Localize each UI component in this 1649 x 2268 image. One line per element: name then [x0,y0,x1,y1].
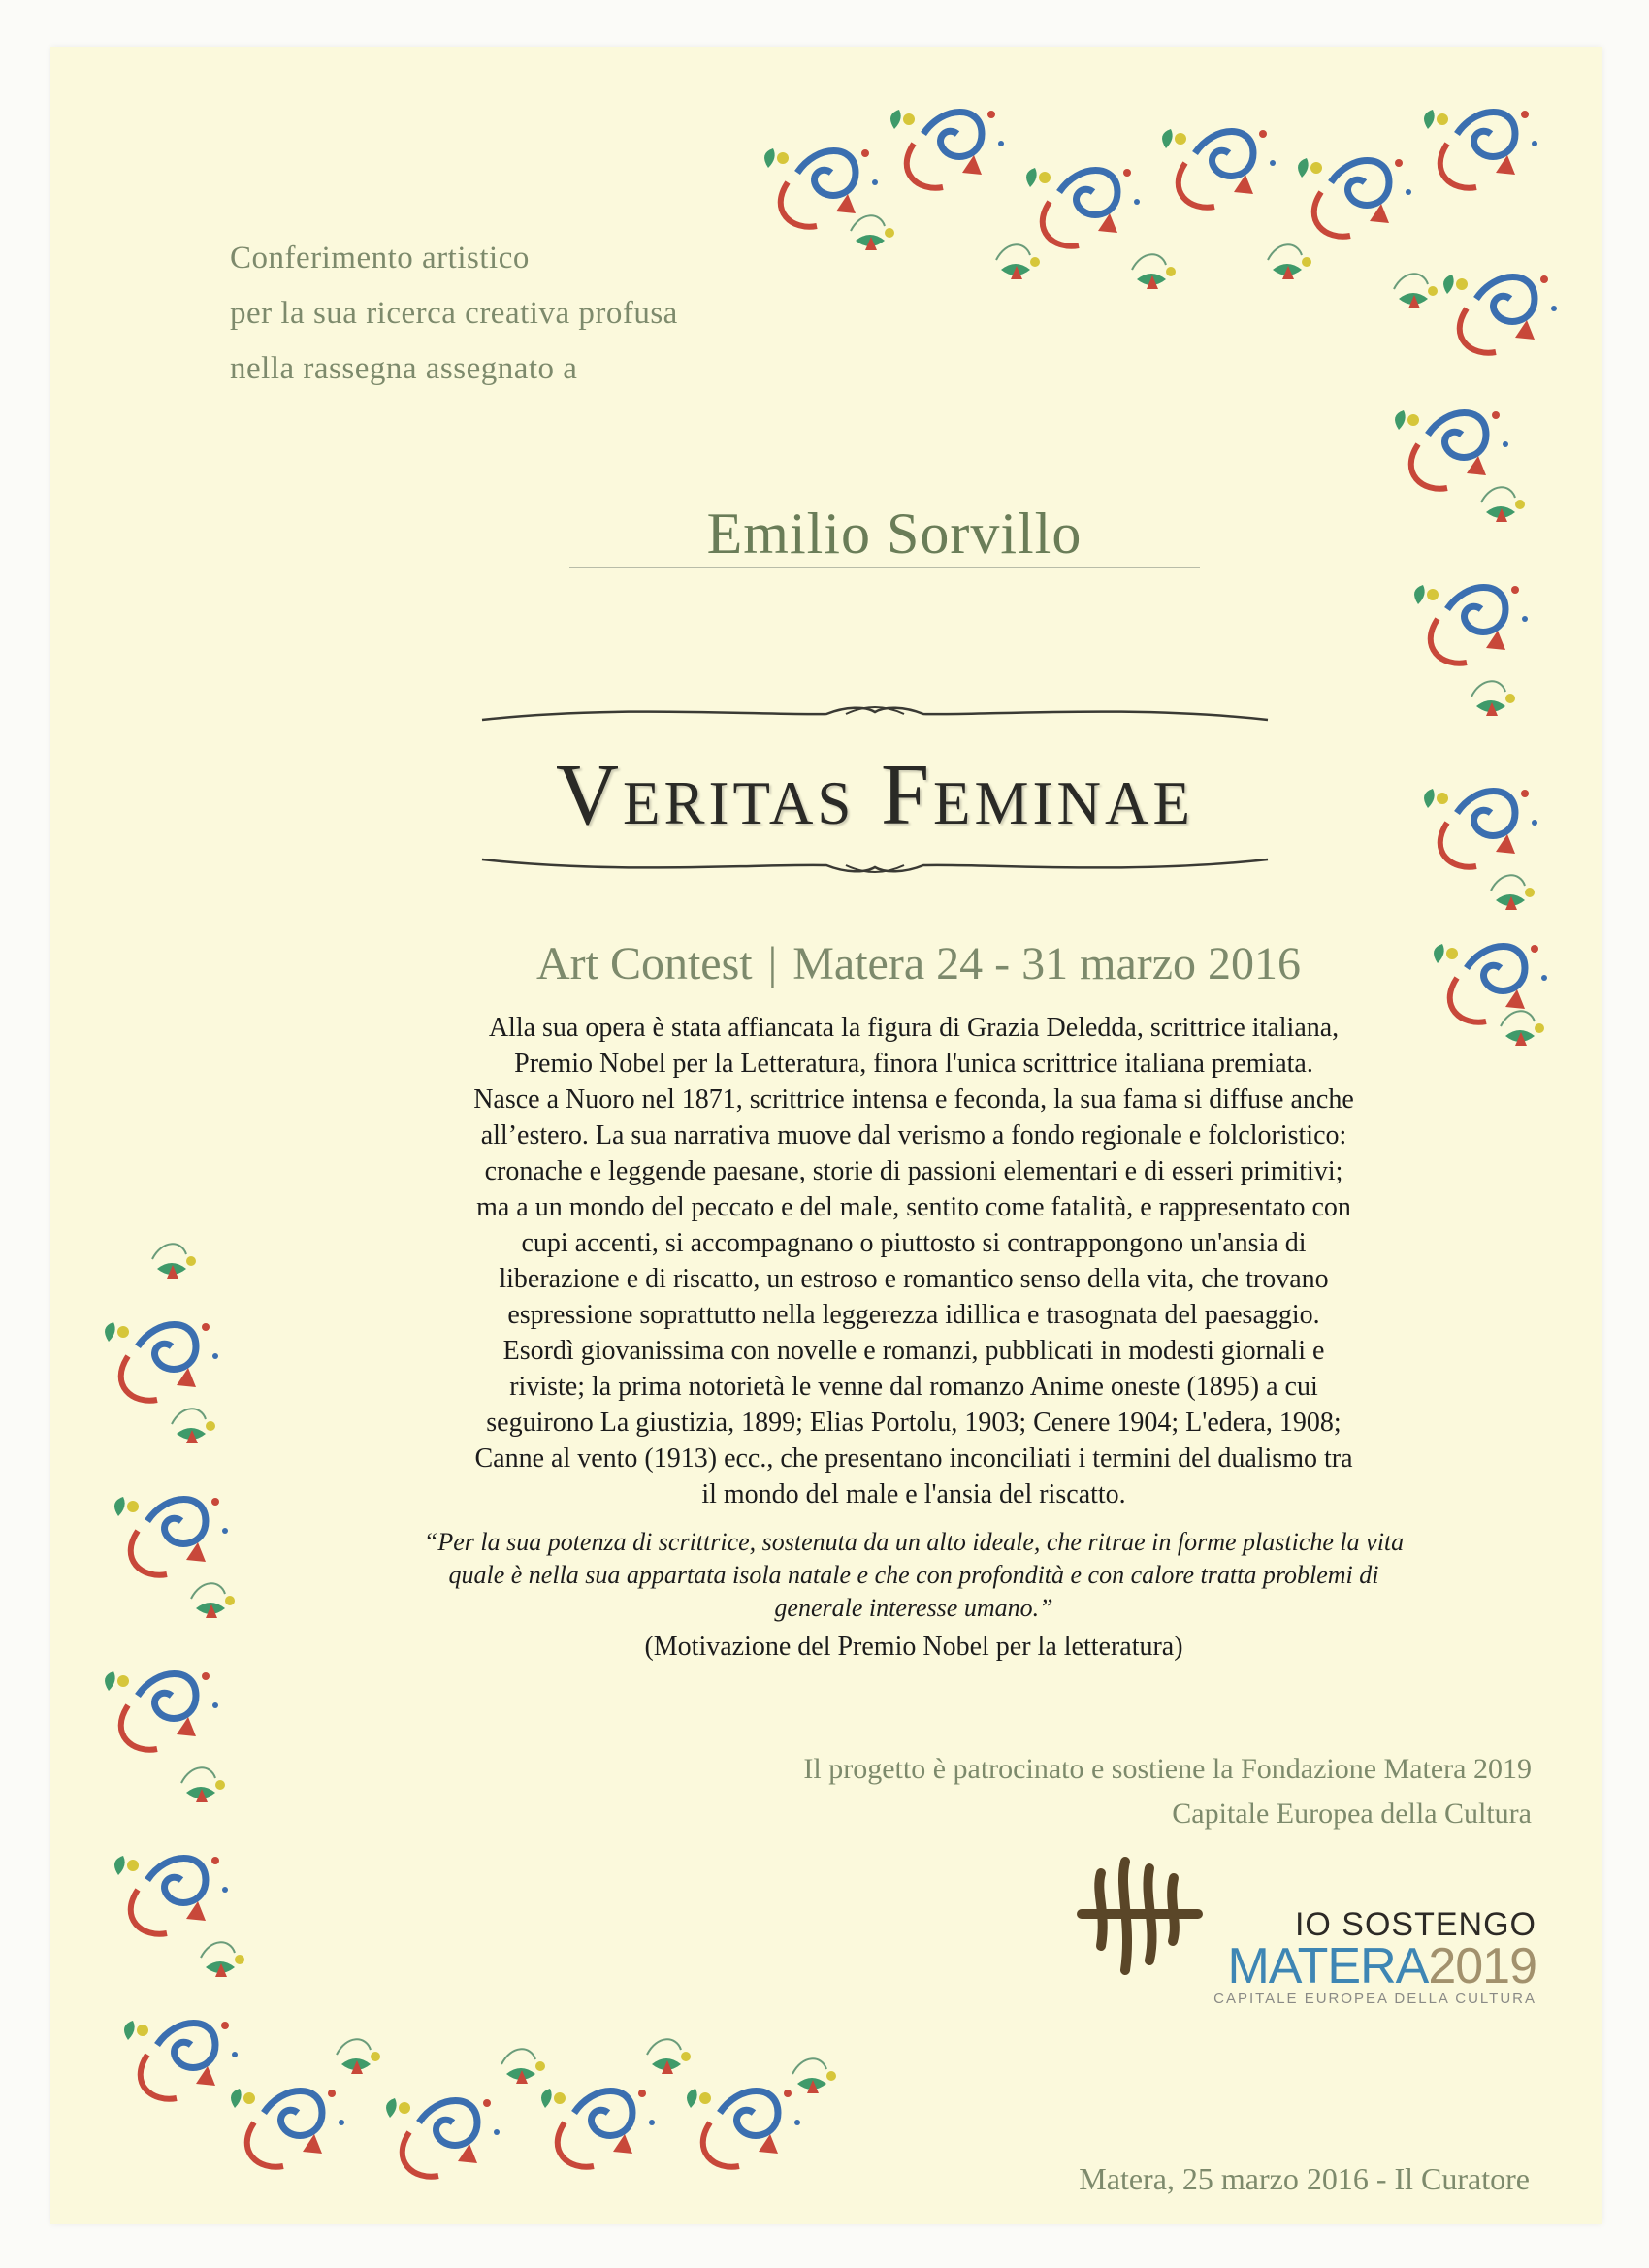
nobel-quote [341,1526,1486,1625]
title-flourish-bottom [477,850,1273,879]
title-flourish-top [477,702,1273,731]
body-line: Alla sua opera è stata affiancata la figura di Grazia Deledda, scrittrice italiana, [488,1013,1340,1043]
subtitle-contest: Art Contest [535,938,753,989]
quote-line: quale è nella sua appartata isola natale e che con profondità e con calore tratta problemi di [448,1561,1379,1589]
body-line: all’estero. La sua narrativa muove dal verismo a fondo regionale e folcloristico: [480,1120,1347,1150]
certificate-sheet [50,47,1602,2224]
patronage-text [803,1747,1532,1836]
intro-text [230,231,678,397]
event-subtitle [434,937,1404,990]
body-line: cupi accenti, si accompagnano o piuttosto si contrappongono un'ansia di [521,1228,1307,1258]
matera-2019-logo [1207,1907,1536,2008]
patronage-line: Il progetto è patrocinato e sostiene la Fondazione Matera 2019 [803,1753,1532,1785]
subtitle-separator: | [767,938,778,989]
quote-line: “Per la sua potenza di scrittrice, sostenuta da un alto ideale, che ritrae in forme plastiche la vita [423,1528,1405,1556]
body-line: liberazione e di riscatto, un estroso e romantico senso della vita, che trovano [499,1264,1329,1294]
signature-line: Matera, 25 marzo 2016 - Il Curatore [1079,2161,1530,2196]
recipient-name: Emilio Sorvillo [706,502,1083,566]
logo-city: MATERA [1227,1938,1429,1994]
body-line: Premio Nobel per la Letteratura, finora l'unica scrittrice italiana premiata. [514,1049,1313,1079]
body-line: riviste; la prima notorietà le venne dal romanzo Anime oneste (1895) a cui [509,1372,1318,1402]
event-title: Veritas Feminae [556,747,1194,843]
body-line: il mondo del male e l'ansia del riscatto. [701,1479,1126,1509]
subtitle-dates: Matera 24 - 31 marzo 2016 [792,938,1302,989]
logo-tagline: CAPITALE EUROPEA DELLA CULTURA [1213,1991,1536,2007]
body-line: cronache e leggende paesane, storie di passioni elementari e di esseri primitivi; [484,1156,1343,1186]
body-line: espressione soprattutto nella leggerezza idillica e trasognata del paesaggio. [507,1300,1320,1330]
top-right-ornament [764,110,1557,1046]
body-text [341,1010,1486,1512]
recipient-underline [569,567,1200,568]
body-line: ma a un mondo del peccato e del male, sentito come fatalità, e rappresentato con [476,1192,1351,1222]
quote-line: generale interesse umano.” [774,1594,1053,1622]
body-line: Esordì giovanissima con novelle e romanzi, pubblicati in modesti giornali e [502,1336,1325,1366]
motivation-caption: (Motivazione del Premio Nobel per la letteratura) [644,1632,1183,1662]
body-line: Nasce a Nuoro nel 1871, scrittrice intensa e feconda, la sua fama si diffuse anche [473,1085,1354,1115]
matera-logo-mark-icon [1072,1854,1208,1980]
intro-line: per la sua ricerca creativa profusa [230,296,678,331]
logo-year: 2019 [1428,1938,1536,1994]
body-line: seguirono La giustizia, 1899; Elias Portolu, 1903; Cenere 1904; L'edera, 1908; [486,1408,1342,1438]
intro-line: Conferimento artistico [230,241,530,275]
logo-matera-2019 [1207,1938,1536,1994]
body-line: Canne al vento (1913) ecc., che presentano inconciliati i termini del dualismo tra [474,1443,1353,1474]
intro-line: nella rassegna assegnato a [230,351,578,386]
logo-io-sostengo: IO SOSTENGO [1294,1906,1536,1943]
patronage-line: Capitale Europea della Cultura [1172,1798,1532,1830]
